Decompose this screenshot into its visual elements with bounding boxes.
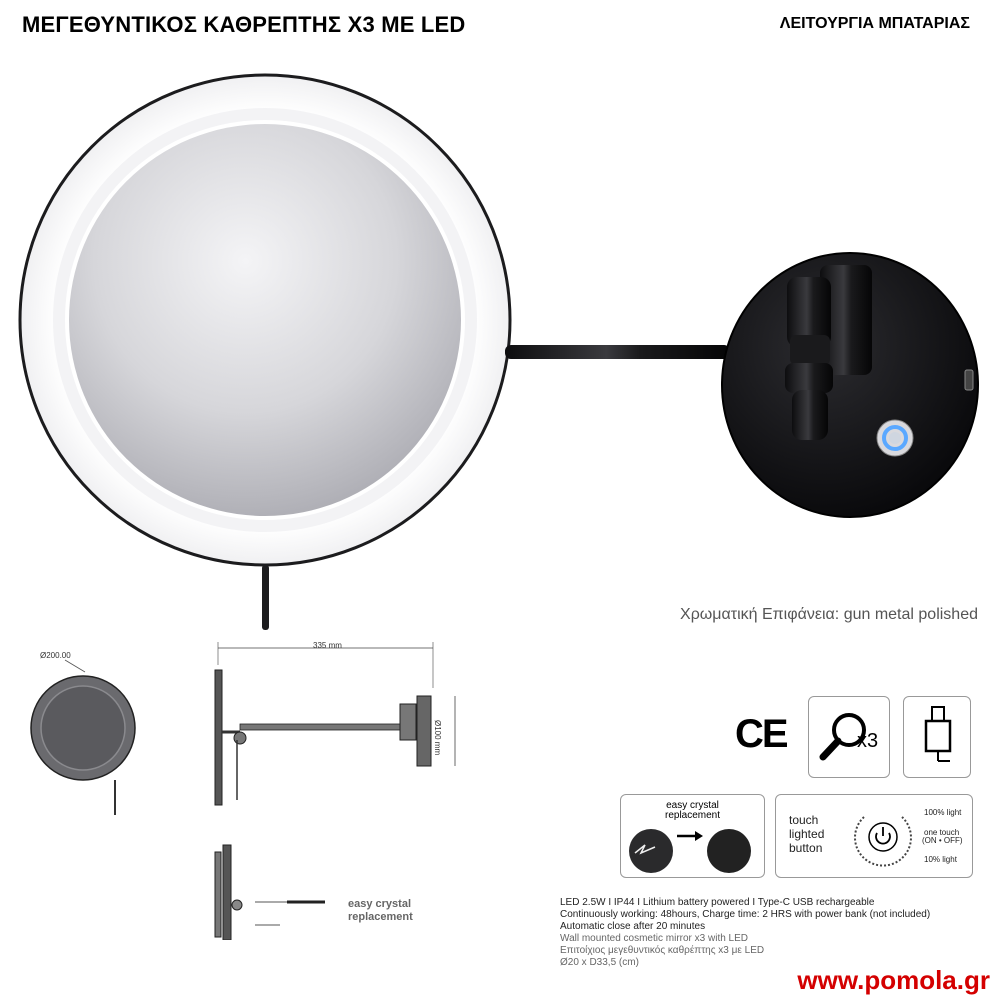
- diameter-label: Ø200.00: [40, 651, 71, 660]
- spec-line-4: Wall mounted cosmetic mirror x3 with LED: [560, 933, 749, 944]
- page-subtitle: ΛΕΙΤΟΥΡΓΙΑ ΜΠΑΤΑΡΙΑΣ: [779, 15, 970, 32]
- side-view-plate: [417, 696, 431, 766]
- height-label: Ø100 mm: [433, 720, 442, 756]
- spec-line-6: Ø20 x D33,5 (cm): [560, 957, 639, 968]
- usb-port: [965, 370, 973, 390]
- side-view-arm: [240, 724, 405, 730]
- one-touch-label: one touch: [924, 828, 960, 837]
- mirror-stem: [262, 565, 269, 630]
- crystal-panel-label: easy crystal replacement: [664, 800, 721, 821]
- ce-mark: CE: [735, 712, 787, 756]
- hinge-knuckle-bottom: [792, 390, 828, 440]
- finish-label: Χρωματική Επιφάνεια: gun metal polished: [680, 606, 978, 623]
- magnifier-x3-icon: x3: [808, 696, 890, 778]
- crystal-after-icon: [707, 829, 751, 873]
- product-photo: [0, 45, 1000, 635]
- crystal-replacement-panel: [620, 794, 765, 878]
- touch-button-label: touch lighted button: [789, 813, 825, 855]
- usb-battery-icon: [903, 696, 971, 778]
- hinge-knuckle-mid: [785, 363, 833, 393]
- power-dimmer-icon: [850, 803, 916, 871]
- website-link[interactable]: www.pomola.gr: [797, 965, 990, 995]
- spec-line-2: Continuously working: 48hours, Charge time: 2 HRS with power bank (not included): [560, 909, 931, 920]
- drawing-crystal-label: easy crystal replacement: [348, 898, 413, 923]
- length-label: 335 mm: [313, 641, 342, 650]
- on-off-label: (ON • OFF): [922, 836, 963, 845]
- side-view-mirror: [215, 670, 222, 805]
- technical-drawing: [25, 640, 475, 940]
- touch-dimmer-panel: [775, 794, 973, 878]
- light-10-label: 10% light: [924, 855, 957, 864]
- crystal-view-frame: [215, 852, 221, 937]
- mirror-glass: [69, 124, 461, 516]
- light-100-label: 100% light: [924, 808, 962, 817]
- spec-line-3: Automatic close after 20 minutes: [560, 921, 706, 932]
- crystal-before-icon: [629, 829, 673, 873]
- spec-line-5: Επιτοίχιος μεγεθυντικός καθρέπτης x3 με LED: [560, 945, 765, 956]
- mirror-arm: [505, 345, 730, 359]
- page-title: ΜΕΓΕΘΥΝΤΙΚΟΣ ΚΑΘΡΕΠΤΗΣ Χ3 ΜΕ LED: [22, 12, 466, 37]
- spec-line-1: LED 2.5W I IP44 I Lithium battery powered I Type-C USB rechargeable: [560, 897, 875, 908]
